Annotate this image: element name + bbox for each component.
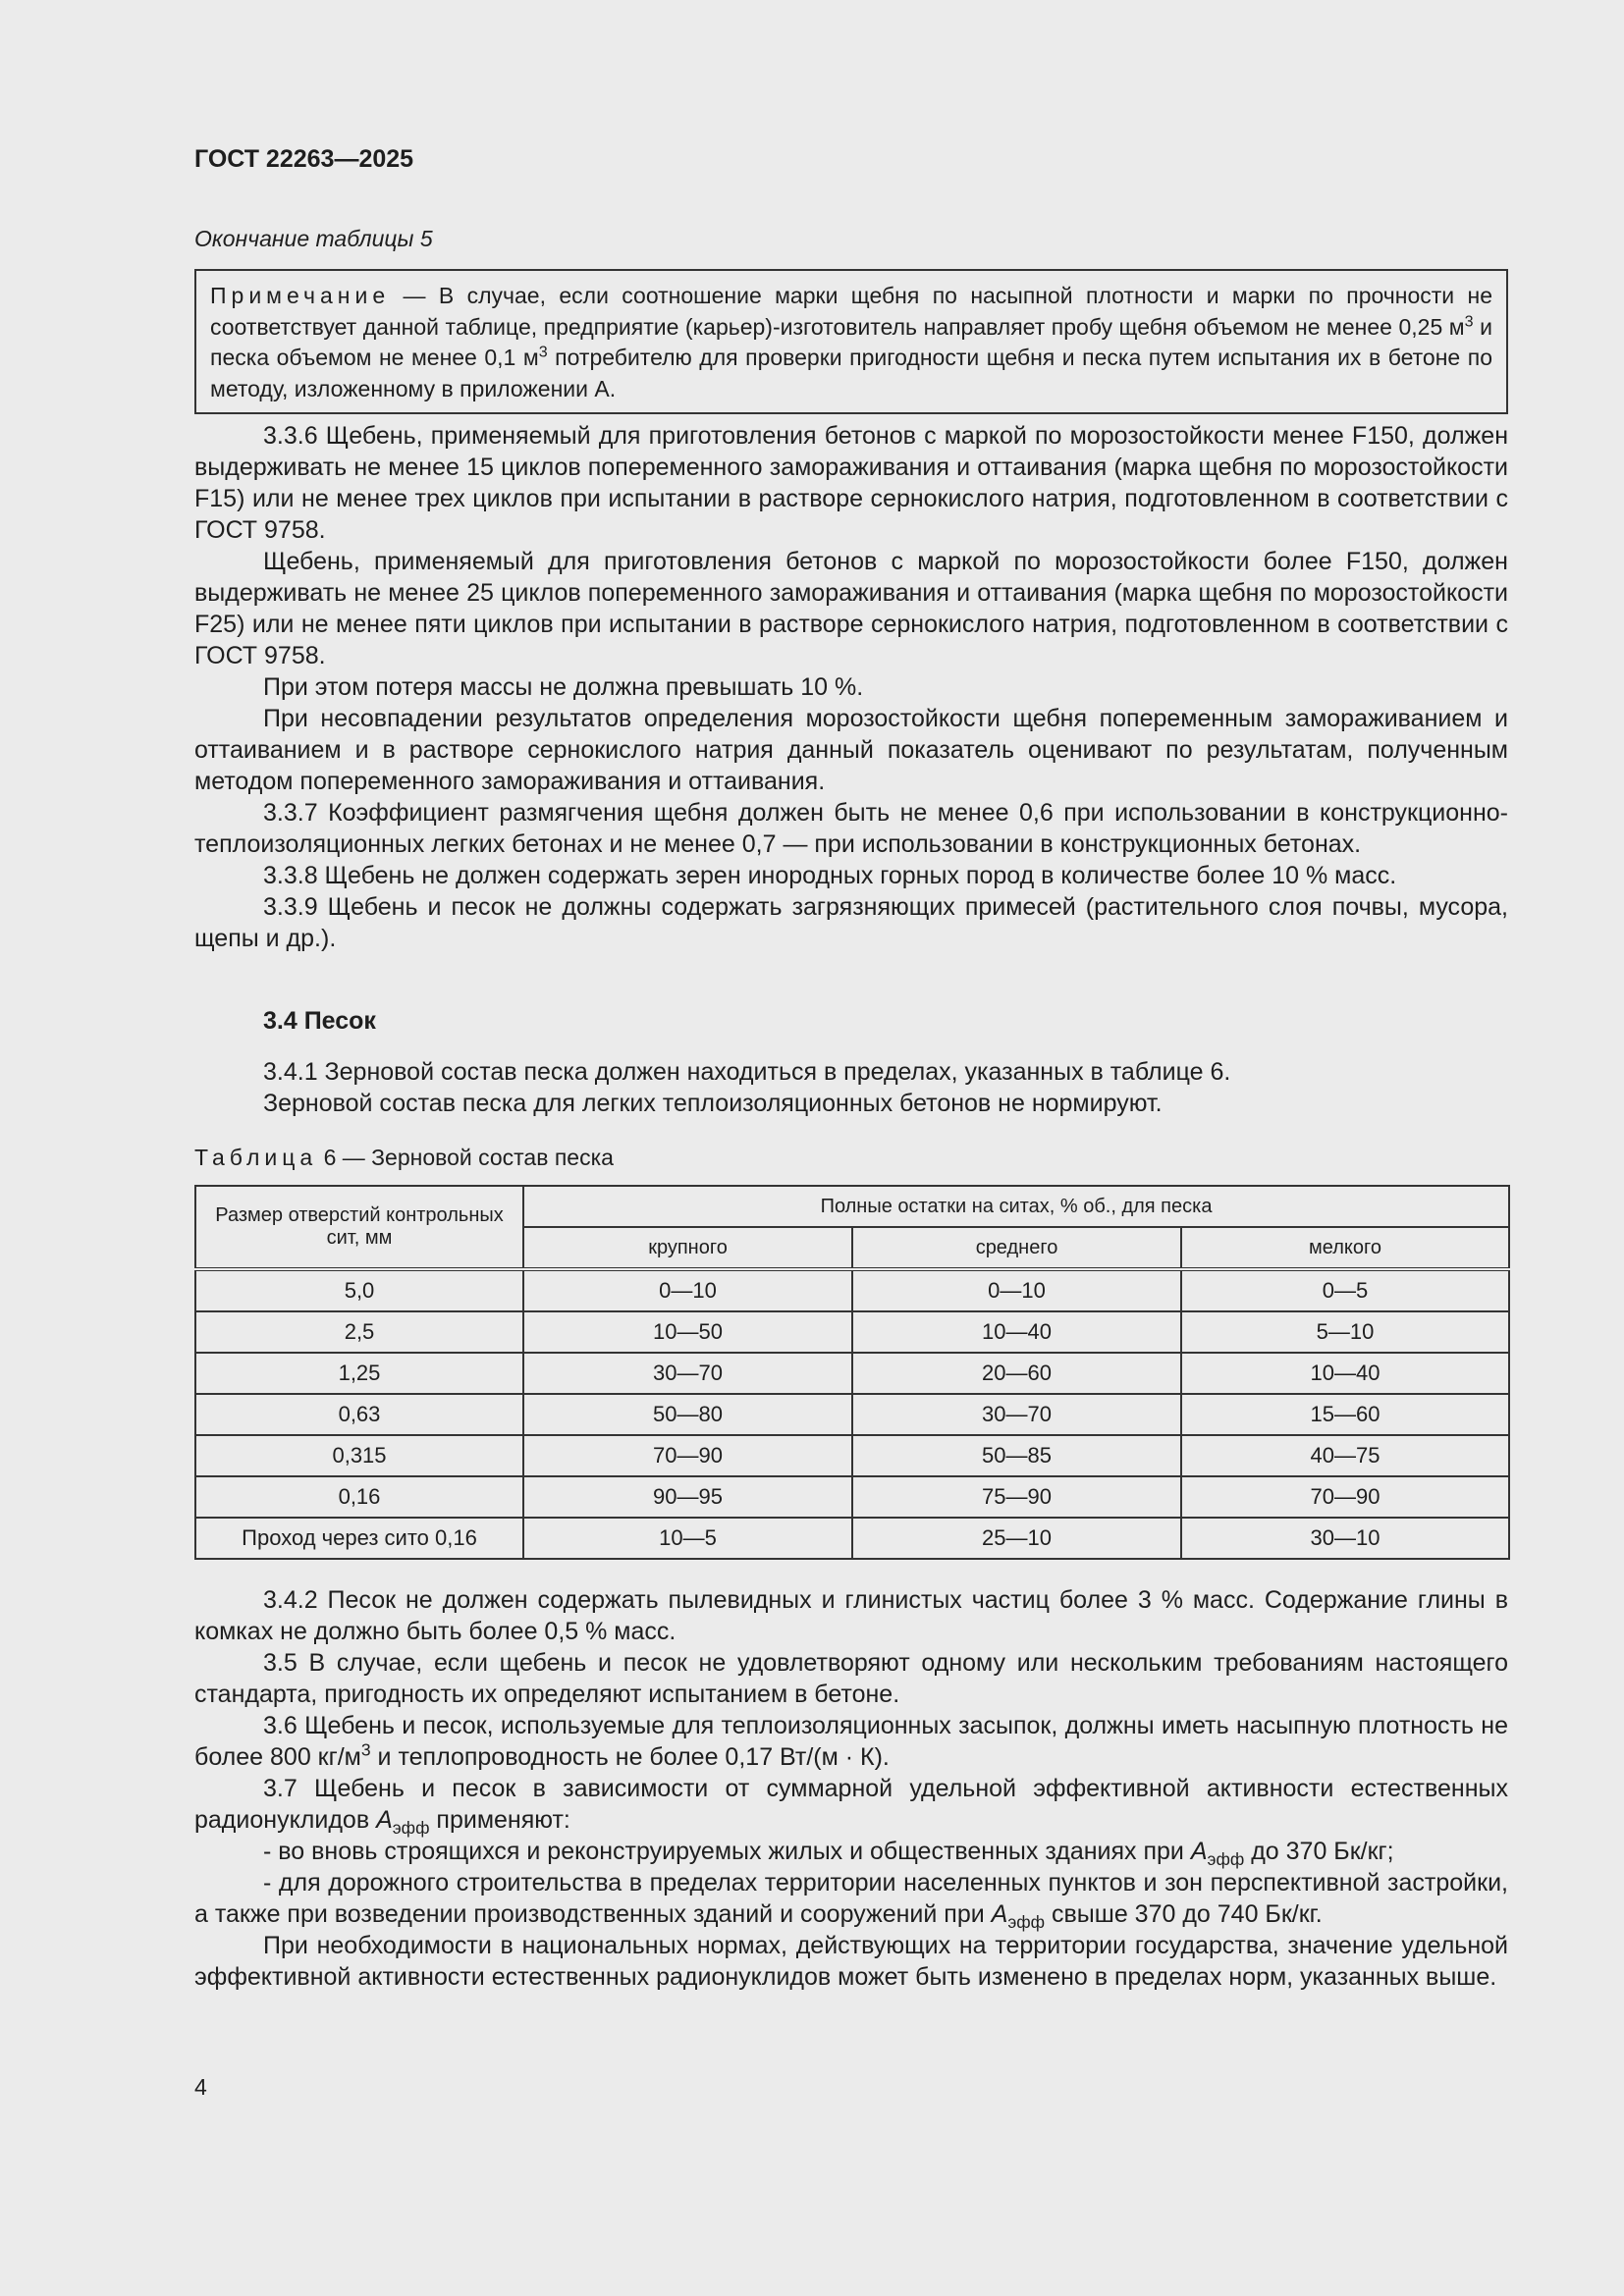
cell-medium: 30—70 (852, 1394, 1181, 1435)
cell-fine: 5—10 (1181, 1311, 1509, 1353)
cell-medium: 10—40 (852, 1311, 1181, 1353)
note-sup-1: 3 (1464, 311, 1474, 330)
paragraph-national-norms: При необходимости в национальных нормах, действующих на территории государства, значение удельной эффективной активности естественных радионуклидов может быть изменено в пределах норм, указанных выше. (194, 1932, 1508, 1991)
paragraph-3-5: 3.5 В случае, если щебень и песок не удовлетворяют одному или нескольким требованиям настоящего стандарта, пригодность их определяют испытанием в бетоне. (194, 1649, 1508, 1708)
page-number: 4 (194, 2074, 207, 2100)
table6-caption (194, 1145, 614, 1171)
p36-text-a: 3.6 Щебень и песок, используемые для теплоизоляционных засыпок, должны иметь насыпную плотность не более 800 кг/м (194, 1712, 1508, 1771)
table-row (195, 1476, 1509, 1518)
note-label: Примечание (210, 283, 391, 308)
header-fine: мелкого (1181, 1227, 1509, 1269)
header-medium: среднего (852, 1227, 1181, 1269)
table-row (195, 1518, 1509, 1559)
paragraph-3-3-8: 3.3.8 Щебень не должен содержать зерен инородных горных пород в количестве более 10 % масс. (263, 862, 1397, 889)
list-item-residential (194, 1836, 1508, 1867)
table-row (195, 1353, 1509, 1394)
paragraph-mismatch: При несовпадении результатов определения морозостойкости щебня попеременным замораживанием и оттаиванием и в растворе сернокислого натрия данный показатель оценивают по результатам, полученным методом попеременного замораживания и оттаивания. (194, 705, 1508, 795)
cell-medium: 20—60 (852, 1353, 1181, 1394)
cell-fine: 70—90 (1181, 1476, 1509, 1518)
table5-continuation-caption: Окончание таблицы 5 (194, 226, 433, 251)
li1-text-a: - во вновь строящихся и реконструируемых жилых и общественных зданиях при (263, 1838, 1191, 1865)
a-eff-subscript: эфф (1007, 1912, 1046, 1932)
cell-fine: 10—40 (1181, 1353, 1509, 1394)
cell-sieve: 0,315 (195, 1435, 523, 1476)
sand-intro (194, 1056, 1508, 1119)
cell-medium: 25—10 (852, 1518, 1181, 1559)
cell-medium: 75—90 (852, 1476, 1181, 1518)
li1-text-b: до 370 Бк/кг; (1244, 1838, 1394, 1865)
crushed-stone-requirements (194, 420, 1508, 954)
note-text-b: и песка объемом не менее 0,1 м (210, 313, 1492, 370)
cell-sieve: 0,16 (195, 1476, 523, 1518)
paragraph-3-4-1: 3.4.1 Зерновой состав песка должен находиться в пределах, указанных в таблице 6. (263, 1058, 1231, 1086)
note-sup-2: 3 (538, 343, 548, 361)
cell-coarse: 70—90 (523, 1435, 852, 1476)
paragraph-mass-loss: При этом потеря массы не должна превышать 10 %. (263, 673, 864, 701)
cell-sieve: 0,63 (195, 1394, 523, 1435)
p37-text-a: 3.7 Щебень и песок в зависимости от суммарной удельной эффективной активности естественных радионуклидов (194, 1775, 1508, 1834)
table-row (195, 1311, 1509, 1353)
a-eff-subscript: эфф (1207, 1849, 1245, 1869)
table6-title: 6 — Зерновой состав песка (317, 1145, 614, 1170)
cell-fine: 40—75 (1181, 1435, 1509, 1476)
header-coarse: крупного (523, 1227, 852, 1269)
header-sieve-size: Размер отверстий контрольных сит, мм (195, 1186, 523, 1269)
list-item-road-construction (194, 1867, 1508, 1930)
paragraph-lightweight: Зерновой состав песка для легких теплоизоляционных бетонов не нормируют. (263, 1090, 1163, 1117)
a-eff-symbol: A (1190, 1838, 1208, 1865)
table6-label: Таблица (194, 1145, 318, 1170)
note-text-a: — В случае, если соотношение марки щебня по насыпной плотности и марки по прочности не соответствует данной таблице, предприятие (карьер)-изготовитель направляет пробу щебня объемом не менее 0,25 м (210, 283, 1492, 340)
cell-sieve: 2,5 (195, 1311, 523, 1353)
paragraph-3-7 (194, 1773, 1508, 1836)
note-box (194, 269, 1508, 414)
note-text-c: потребителю для проверки пригодности щебня и песка путем испытания их в бетоне по методу, изложенному в приложении А. (210, 345, 1492, 401)
paragraph-f150-plus: Щебень, применяемый для приготовления бетонов с маркой по морозостойкости более F150, должен выдерживать не менее 25 циклов попеременного замораживания и оттаивания (марка щебня по морозостойкости F25) или не менее пяти циклов при испытании в растворе сернокислого натрия, подготовленном в соответствии с ГОСТ 9758. (194, 548, 1508, 669)
cell-fine: 0—5 (1181, 1269, 1509, 1311)
cell-fine: 15—60 (1181, 1394, 1509, 1435)
standard-header: ГОСТ 22263—2025 (194, 145, 414, 173)
cell-coarse: 10—5 (523, 1518, 852, 1559)
p36-text-b: и теплопроводность не более 0,17 Вт/(м · К). (370, 1743, 890, 1771)
grain-composition-table (194, 1185, 1510, 1560)
sand-and-general-requirements (194, 1584, 1508, 1993)
li2-text-a: - для дорожного строительства в пределах территории населенных пунктов и зон перспективной застройки, а также при возведении производственных зданий и сооружений при (194, 1869, 1508, 1928)
cell-coarse: 30—70 (523, 1353, 852, 1394)
header-residues-group: Полные остатки на ситах, % об., для песка (523, 1186, 1509, 1227)
table-row (195, 1269, 1509, 1311)
paragraph-3-6 (194, 1710, 1508, 1773)
a-eff-symbol: A (991, 1900, 1008, 1928)
cell-sieve: 1,25 (195, 1353, 523, 1394)
cell-coarse: 50—80 (523, 1394, 852, 1435)
cell-coarse: 90—95 (523, 1476, 852, 1518)
p37-text-b: применяют: (429, 1806, 570, 1834)
cell-fine: 30—10 (1181, 1518, 1509, 1559)
cell-sieve: Проход через сито 0,16 (195, 1518, 523, 1559)
paragraph-3-3-9: 3.3.9 Щебень и песок не должны содержать загрязняющих примесей (растительного слоя почвы, мусора, щепы и др.). (194, 893, 1508, 952)
table-row (195, 1394, 1509, 1435)
cell-medium: 50—85 (852, 1435, 1181, 1476)
paragraph-3-3-6: 3.3.6 Щебень, применяемый для приготовления бетонов с маркой по морозостойкости менее F150, должен выдерживать не менее 15 циклов попеременного замораживания и оттаивания (марка щебня по морозостойкости F15) или не менее трех циклов при испытании в растворе сернокислого натрия, подготовленном в соответствии с ГОСТ 9758. (194, 422, 1508, 544)
a-eff-subscript: эфф (392, 1818, 430, 1838)
cell-coarse: 10—50 (523, 1311, 852, 1353)
table-row (195, 1435, 1509, 1476)
paragraph-3-3-7: 3.3.7 Коэффициент размягчения щебня должен быть не менее 0,6 при использовании в конструкционно-теплоизоляционных легких бетонах и не менее 0,7 — при использовании в конструкционных бетонах. (194, 799, 1508, 858)
li2-text-b: свыше 370 до 740 Бк/кг. (1045, 1900, 1323, 1928)
paragraph-3-4-2: 3.4.2 Песок не должен содержать пылевидных и глинистых частиц более 3 % масс. Содержание глины в комках не должно быть более 0,5 % масс. (194, 1586, 1508, 1645)
a-eff-symbol: A (376, 1806, 393, 1834)
section-heading-sand: 3.4 Песок (263, 1007, 376, 1035)
cell-coarse: 0—10 (523, 1269, 852, 1311)
cell-medium: 0—10 (852, 1269, 1181, 1311)
p36-sup: 3 (360, 1739, 371, 1760)
cell-sieve: 5,0 (195, 1269, 523, 1311)
